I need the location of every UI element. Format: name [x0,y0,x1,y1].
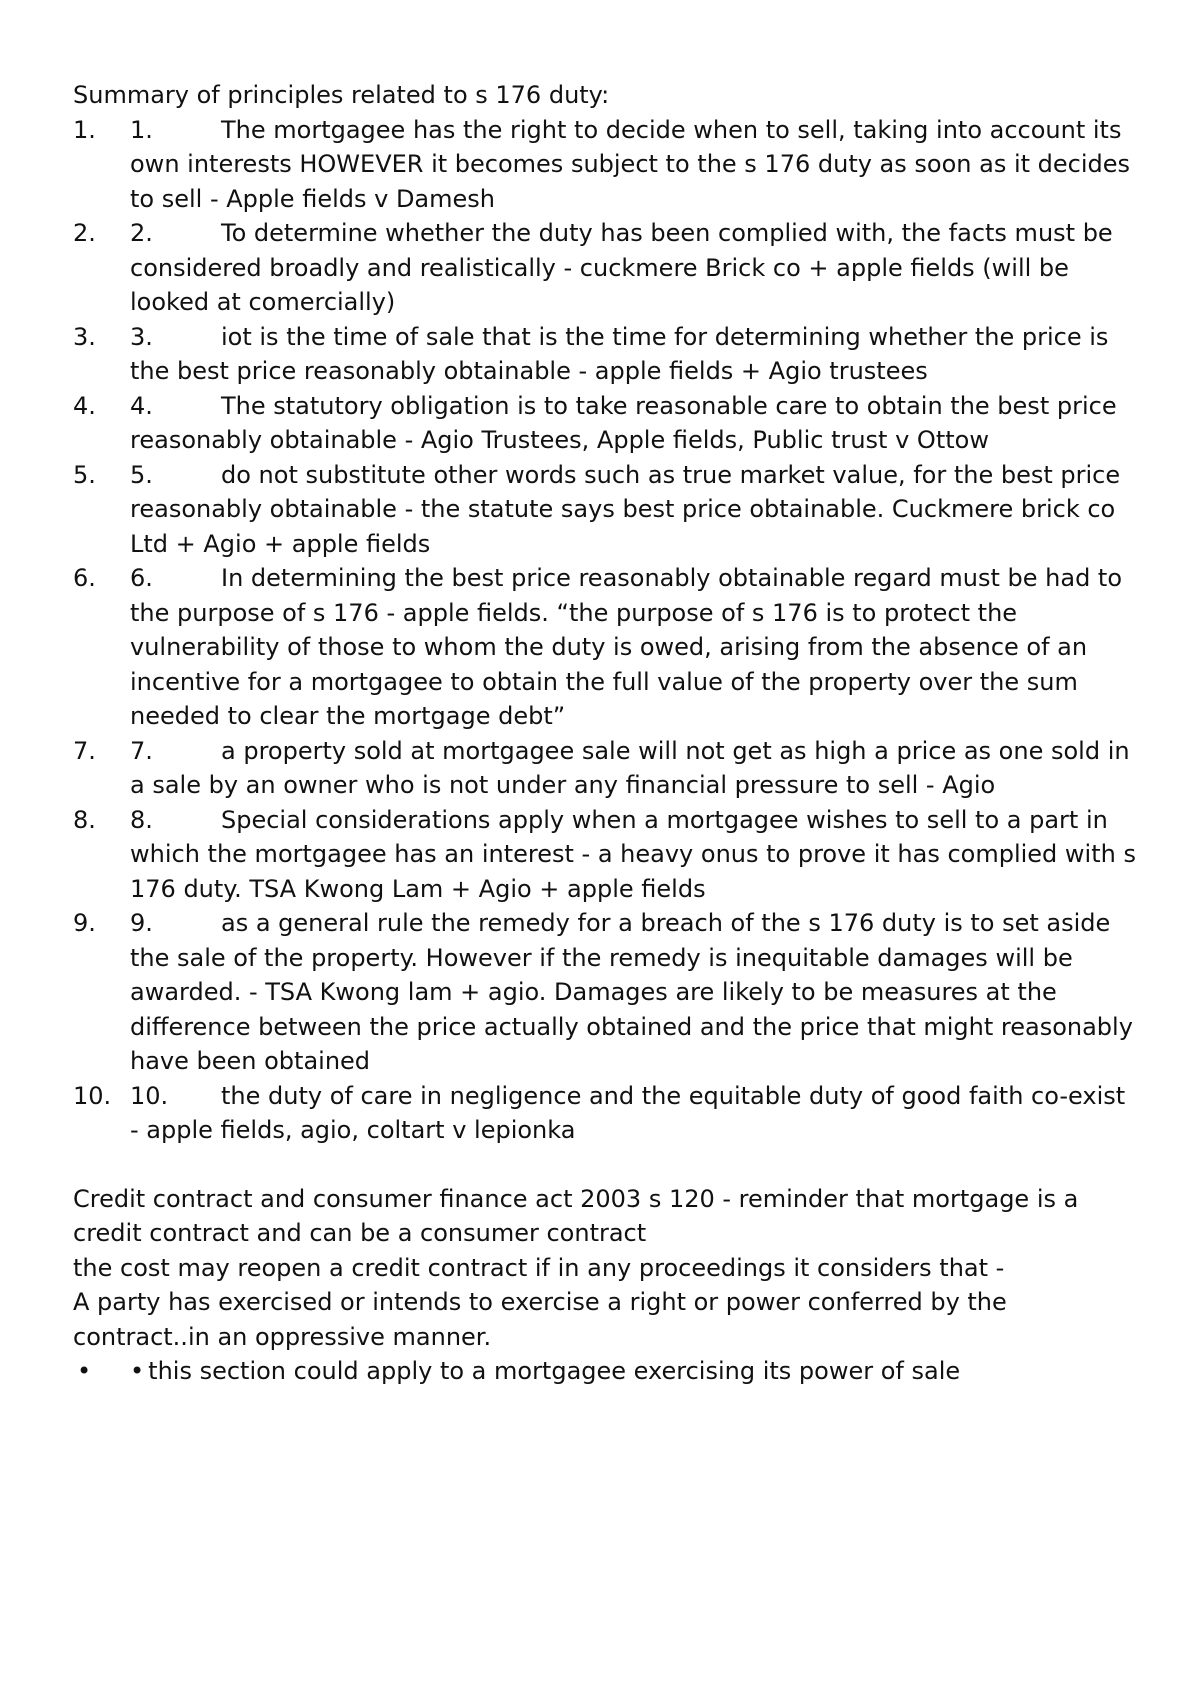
principle-text: as a general rule the remedy for a breach of the s 176 duty is to set aside the sale of the property. However if the remedy is inequitable damages will be awarded. - TSA Kwong lam + agio. Damages are likely to be measures at the difference between the price actually obtained and the price that might reasonably have been obtained [130,909,1133,1075]
inner-number: 2. [130,219,153,247]
inner-number: 8. [130,805,153,834]
bullet-list [73,1354,1140,1389]
list-marker: 5. [73,460,96,489]
oppressive-paragraph: A party has exercised or intends to exercise a right or power conferred by the contract..in an oppressive manner. [73,1288,1007,1351]
inner-number: 5. [130,460,153,489]
list-marker: 4. [73,391,96,420]
principle-text: The mortgagee has the right to decide when to sell, taking into account its own interests HOWEVER it becomes subject to the s 176 duty as soon as it decides to sell - Apple fields v Damesh [130,115,1131,213]
inner-number: 4. [130,391,153,420]
inner-number: 10. [130,1081,169,1110]
list-marker: 7. [73,736,96,765]
summary-heading: Summary of principles related to s 176 duty: [73,81,610,109]
list-marker: 1. [73,115,96,144]
bullet-marker: • [77,1357,92,1385]
principle-item-1 [73,113,1140,217]
principle-text: do not substitute other words such as true market value, for the best price reasonably obtainable - the statute says best price obtainable. Cuckmere brick co Ltd + Agio + apple fields [130,460,1121,558]
list-marker: 3. [73,322,96,351]
inner-bullet: • [130,1357,145,1385]
list-marker: 2. [73,219,96,247]
principle-item-8 [73,803,1140,907]
bullet-item [73,1354,1140,1389]
principle-text: iot is the time of sale that is the time for determining whether the price is the best price reasonably obtainable - apple fields + Agio trustees [130,322,1109,385]
principle-item-9 [73,906,1140,1079]
principle-item-6 [73,561,1140,734]
principle-item-7 [73,734,1140,803]
inner-number: 1. [130,115,153,144]
inner-number: 6. [130,564,153,592]
list-marker: 9. [73,909,96,937]
inner-number: 7. [130,736,153,765]
reopen-paragraph: the cost may reopen a credit contract if in any proceedings it considers that - [73,1253,1005,1282]
principle-text: a property sold at mortgagee sale will not get as high a price as one sold in a sale by an owner who is not under any financial pressure to sell - Agio [130,736,1130,799]
principle-item-4 [73,389,1140,458]
principle-text: The statutory obligation is to take reasonable care to obtain the best price reasonably obtainable - Agio Trustees, Apple fields, Public trust v Ottow [130,391,1117,454]
inner-number: 9. [130,909,153,937]
inner-number: 3. [130,322,153,351]
principle-text: To determine whether the duty has been complied with, the facts must be considered broadly and realistically - cuckmere Brick co + apple fields (will be looked at comercially) [130,219,1113,316]
bullet-text: this section could apply to a mortgagee exercising its power of sale [148,1357,961,1385]
principles-list [73,113,1140,1148]
list-marker: 6. [73,564,96,592]
principle-item-5 [73,458,1140,562]
principle-text: In determining the best price reasonably obtainable regard must be had to the purpose of s 176 - apple fields. “the purpose of s 176 is to protect the vulnerability of those to whom the duty is owed, arising from the absence of an incentive for a mortgagee to obtain the full value of the property over the sum needed to clear the mortgage debt” [130,564,1123,730]
credit-contract-paragraph: Credit contract and consumer finance act 2003 s 120 - reminder that mortgage is a credit contract and can be a consumer contract [73,1184,1079,1247]
section-spacer [73,1148,1140,1182]
list-marker: 10. [73,1081,112,1110]
principle-item-10 [73,1079,1140,1148]
principle-item-2 [73,216,1140,320]
principle-text: the duty of care in negligence and the equitable duty of good faith co-exist - apple fields, agio, coltart v lepionka [130,1081,1126,1144]
principle-item-3 [73,320,1140,389]
principle-text: Special considerations apply when a mortgagee wishes to sell to a part in which the mortgagee has an interest - a heavy onus to prove it has complied with s 176 duty. TSA Kwong Lam + Agio + apple fields [130,805,1136,903]
list-marker: 8. [73,805,96,834]
